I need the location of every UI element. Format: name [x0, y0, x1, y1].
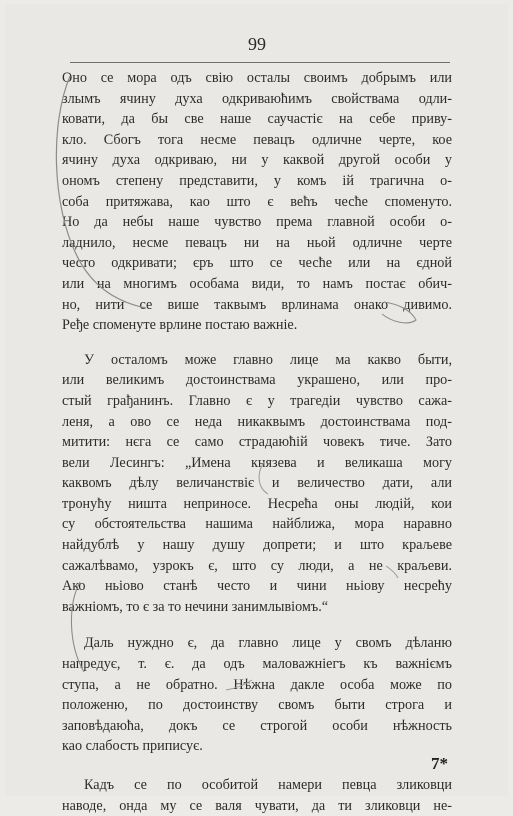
- body-text: [62, 68, 452, 816]
- text-line: кло. Сбогъ тога несме певацъ одличне черте, кое: [62, 131, 452, 148]
- book-page: [6, 4, 508, 814]
- text-line: заповѣдаюћа, докъ се строгой особи нѣжность: [62, 717, 452, 734]
- text-line: вели Лесингъ: „Имена князева и великаша могу: [62, 454, 452, 471]
- text-line: Даль нуждно є, да главно лице у свомъ дѣланю: [84, 635, 452, 652]
- text-line: ступа, а не обратно. Нѣжна дакле особа може по: [62, 676, 452, 693]
- text-line: каквомъ дѣлу величанствіє и величество дати, али: [62, 475, 452, 492]
- text-line: леня, а ово се неда никаквымъ достоинствама под-: [62, 413, 452, 430]
- text-line: или великимъ достоинствама украшено, или про-: [62, 372, 452, 389]
- text-line: У осталомъ може главно лице ма какво быти,: [84, 351, 452, 368]
- text-line: напредує, т. є. да одъ маловажніегъ къ важніємъ: [62, 656, 452, 673]
- text-line: митити: нєга се само страдаюћій човекъ тиче. Зато: [62, 434, 452, 451]
- text-line: положеню, по достоинству свомъ быти строга и: [62, 697, 452, 714]
- text-line: сажалѣвамо, узрокъ є, што су люди, а не краљеви.: [62, 557, 452, 574]
- paragraph-2: [62, 350, 452, 618]
- text-line: Ако ньіово станѣ често и чини ньіову несрећу: [62, 578, 452, 595]
- text-line: тронућу ништа неприносе. Несрећа оны людій, кои: [62, 495, 452, 512]
- text-line: злымъ ячину духа одкриваюћимъ свойствама одли-: [62, 90, 452, 107]
- text-line: ковати, да бы све наше саучастіє на себе приву-: [62, 111, 452, 128]
- text-line: или на многимъ особама види, то намъ постає обич-: [62, 275, 452, 292]
- text-line: важніомъ, то є за то нечини занимлывіомъ.“: [62, 598, 329, 615]
- text-line: найдублѣ у нашу душу допрети; и што краљеве: [62, 537, 452, 554]
- text-line: Но да небы наше чувство према главной особи о-: [62, 214, 452, 231]
- text-line: но, нити се више таквымъ врлинама онако дивимо.: [62, 296, 452, 313]
- text-line: као слабость приписує.: [62, 738, 203, 755]
- text-line: Кадъ се по особитой намери певца зликовци: [84, 777, 452, 793]
- text-line: Оно се мора одъ свію осталы своимъ добрымъ или: [62, 70, 452, 86]
- text-line: ладнило, несме певацъ ни на ньой одличне черте: [62, 234, 452, 251]
- page-number: 99: [248, 34, 266, 54]
- text-line: Ређе споменуте врлине постаю важніе.: [62, 317, 298, 334]
- text-line: соба притяжава, као што є већъ чесће споменуто.: [62, 193, 452, 210]
- paragraph-4: [62, 775, 452, 816]
- text-line: често одкривати; єръ што се чесће или на єдной: [62, 255, 452, 272]
- text-line: ячину духа одкриваю, ни у каквой другой особи у: [62, 152, 452, 169]
- paragraph-1: [62, 68, 452, 336]
- signature-mark: 7*: [431, 754, 448, 773]
- text-line: ономъ степену представити, у комъ ій трагична о-: [62, 172, 452, 189]
- text-line: наводе, онда му се валя чувати, да ти зликовци не-: [62, 797, 452, 814]
- text-line: су обстоятельства нашима найближа, мора наравно: [62, 516, 452, 533]
- text-line: стый грађанинъ. Главно є у трагедіи чувство сажа-: [62, 392, 452, 409]
- paragraph-3: [62, 633, 452, 757]
- header-rule: [70, 62, 450, 63]
